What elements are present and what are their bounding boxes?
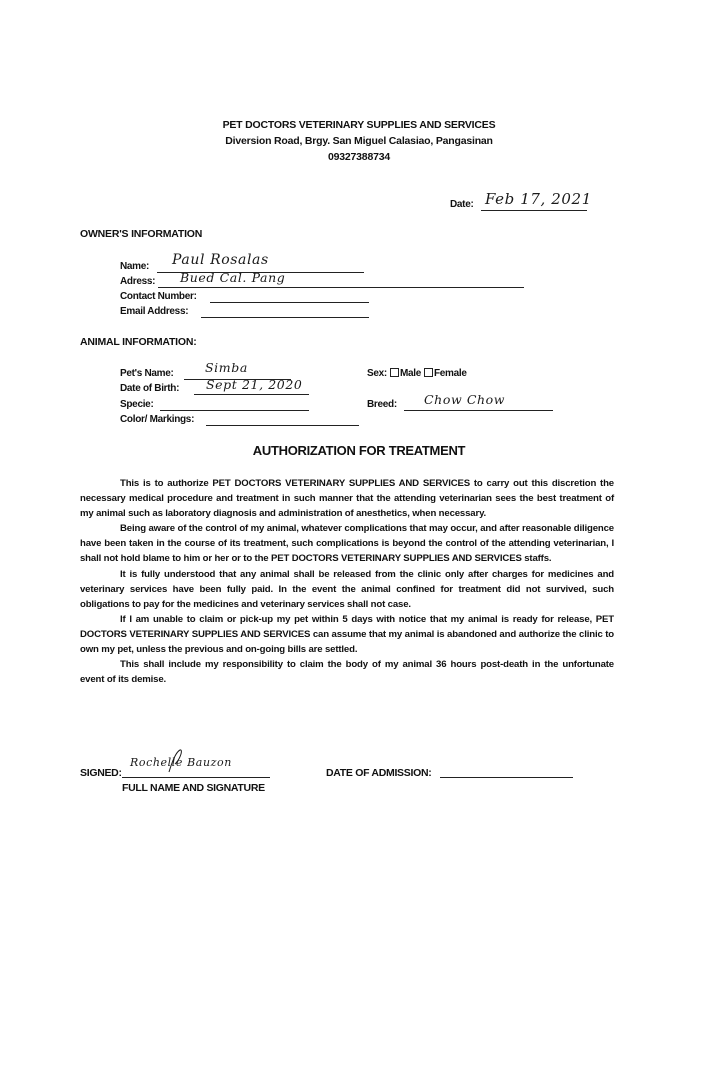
female-option-label: Female: [433, 368, 467, 379]
owner-section-title: OWNER'S INFORMATION: [80, 228, 203, 240]
email-label: Email Address:: [120, 306, 189, 317]
authorization-paragraph: If I am unable to claim or pick-up my pet within 5 days with notice that my animal is ready for release, PET DOCTORS VETERINARY SUPPLIES AND SERVICES can assume that my animal is abandoned and authorize the clinic to own my pet, unless the previous and on-going bills are settled.: [80, 613, 614, 656]
authorization-paragraph: It is fully understood that any animal shall be released from the clinic only after charges for medicines and veterinary services have been fully paid. In the event the animal confined for treatment did not survived, such obligations to pay for the medicines and veterinary services shall not case.: [80, 568, 614, 610]
sex-label: Sex:: [367, 368, 387, 379]
animal-section-title: ANIMAL INFORMATION:: [80, 336, 197, 348]
company-address: Diversion Road, Brgy. San Miguel Calasiao, Pangasinan: [225, 135, 493, 147]
owner-address-label: Adress:: [120, 276, 156, 287]
signature-line: [122, 777, 270, 778]
dob-value: Sept 21, 2020: [206, 377, 303, 392]
email-line: [201, 317, 369, 318]
signature-flourish: [166, 748, 188, 774]
date-of-admission-label: DATE OF ADMISSION:: [326, 767, 432, 779]
owner-address-value: Bued Cal. Pang: [180, 270, 286, 285]
pet-name-value: Simba: [205, 360, 248, 375]
date-value: Feb 17, 2021: [485, 190, 592, 208]
signature-value: Rochelle Bauzon: [130, 756, 232, 769]
contact-number-label: Contact Number:: [120, 291, 197, 302]
date-label: Date:: [450, 199, 474, 210]
specie-line: [160, 410, 309, 411]
specie-label: Specie:: [120, 399, 154, 410]
breed-value: Chow Chow: [424, 392, 506, 407]
owner-name-label: Name:: [120, 261, 150, 272]
date-of-admission-line: [440, 777, 573, 778]
pet-name-label: Pet's Name:: [120, 368, 174, 379]
female-checkbox: [424, 368, 433, 377]
authorization-paragraph: This shall include my responsibility to claim the body of my animal 36 hours post-death in the unfortunate event of its demise.: [80, 659, 614, 686]
authorization-paragraph: This is to authorize PET DOCTORS VETERINARY SUPPLIES AND SERVICES to carry out this discretion the necessary medical procedure and treatment in such manner that the attending veterinarian sees the best treatment of my animal such as laboratory diagnosis and administration of anesthetics, when necessary.: [80, 478, 614, 520]
color-markings-line: [206, 425, 359, 426]
dob-label: Date of Birth:: [120, 383, 180, 394]
date-line: [481, 210, 587, 211]
signed-label: SIGNED:: [80, 767, 122, 779]
owner-name-value: Paul Rosalas: [172, 252, 269, 268]
dob-line: [194, 394, 309, 395]
authorization-paragraph: Being aware of the control of my animal, whatever complications that may occur, and after reasonable diligence have been taken in the course of its treatment, such complications is beyond the control of the attending veterinarian, I shall not hold blame to him or her or to the PET DOCTORS VETERINARY SUPPLIES AND SERVICES staffs.: [80, 523, 614, 565]
sex-field: [367, 368, 467, 379]
breed-line: [404, 410, 553, 411]
authorization-title: AUTHORIZATION FOR TREATMENT: [252, 443, 466, 458]
authorization-body: [80, 476, 614, 687]
contact-number-line: [210, 302, 369, 303]
male-option-label: Male: [399, 368, 421, 379]
signature-caption: FULL NAME AND SIGNATURE: [122, 782, 265, 794]
company-phone: 09327388734: [327, 151, 391, 163]
color-markings-label: Color/ Markings:: [120, 414, 195, 425]
owner-address-line: [158, 287, 524, 288]
male-checkbox: [390, 368, 399, 377]
breed-label: Breed:: [367, 399, 397, 410]
company-name: PET DOCTORS VETERINARY SUPPLIES AND SERVICES: [222, 119, 496, 131]
